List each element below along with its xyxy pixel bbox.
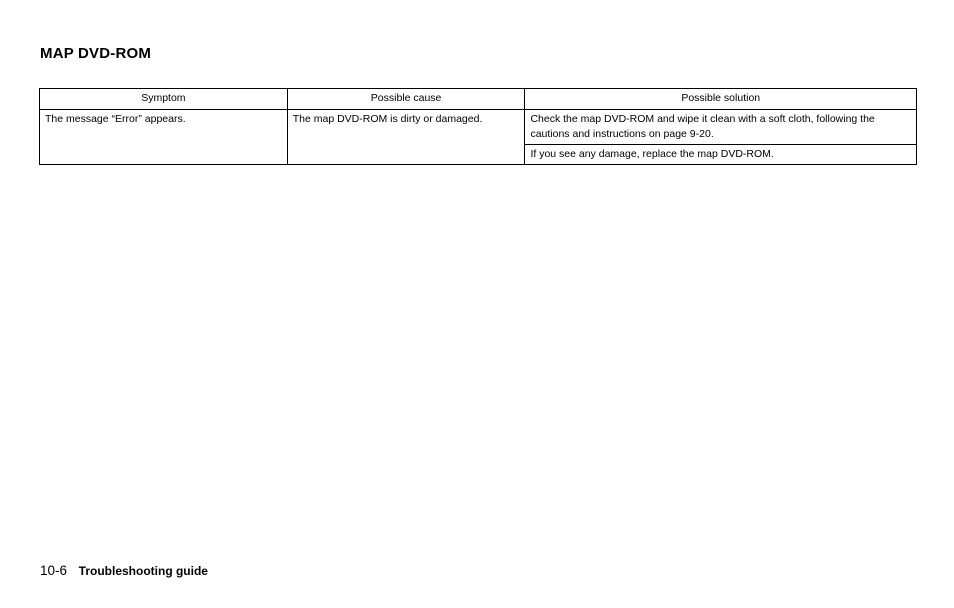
page-number: 10-6 (40, 563, 68, 578)
table-header-row (40, 89, 917, 110)
cause-cell: The map DVD-ROM is dirty or damaged. (287, 110, 525, 165)
chapter-title: Troubleshooting guide (78, 564, 208, 578)
solution-cell: Check the map DVD-ROM and wipe it clean with a soft cloth, following the cautions and instructions on page 9-20. (525, 110, 917, 145)
table-row (40, 110, 917, 145)
symptom-cell: The message “Error” appears. (40, 110, 288, 165)
page-footer (40, 563, 208, 578)
solution-cell: If you see any damage, replace the map DVD-ROM. (525, 145, 917, 165)
column-header-possible-cause: Possible cause (287, 89, 525, 110)
troubleshooting-table (39, 88, 917, 165)
column-header-possible-solution: Possible solution (525, 89, 917, 110)
column-header-symptom: Symptom (40, 89, 288, 110)
section-title: MAP DVD-ROM (40, 45, 152, 62)
